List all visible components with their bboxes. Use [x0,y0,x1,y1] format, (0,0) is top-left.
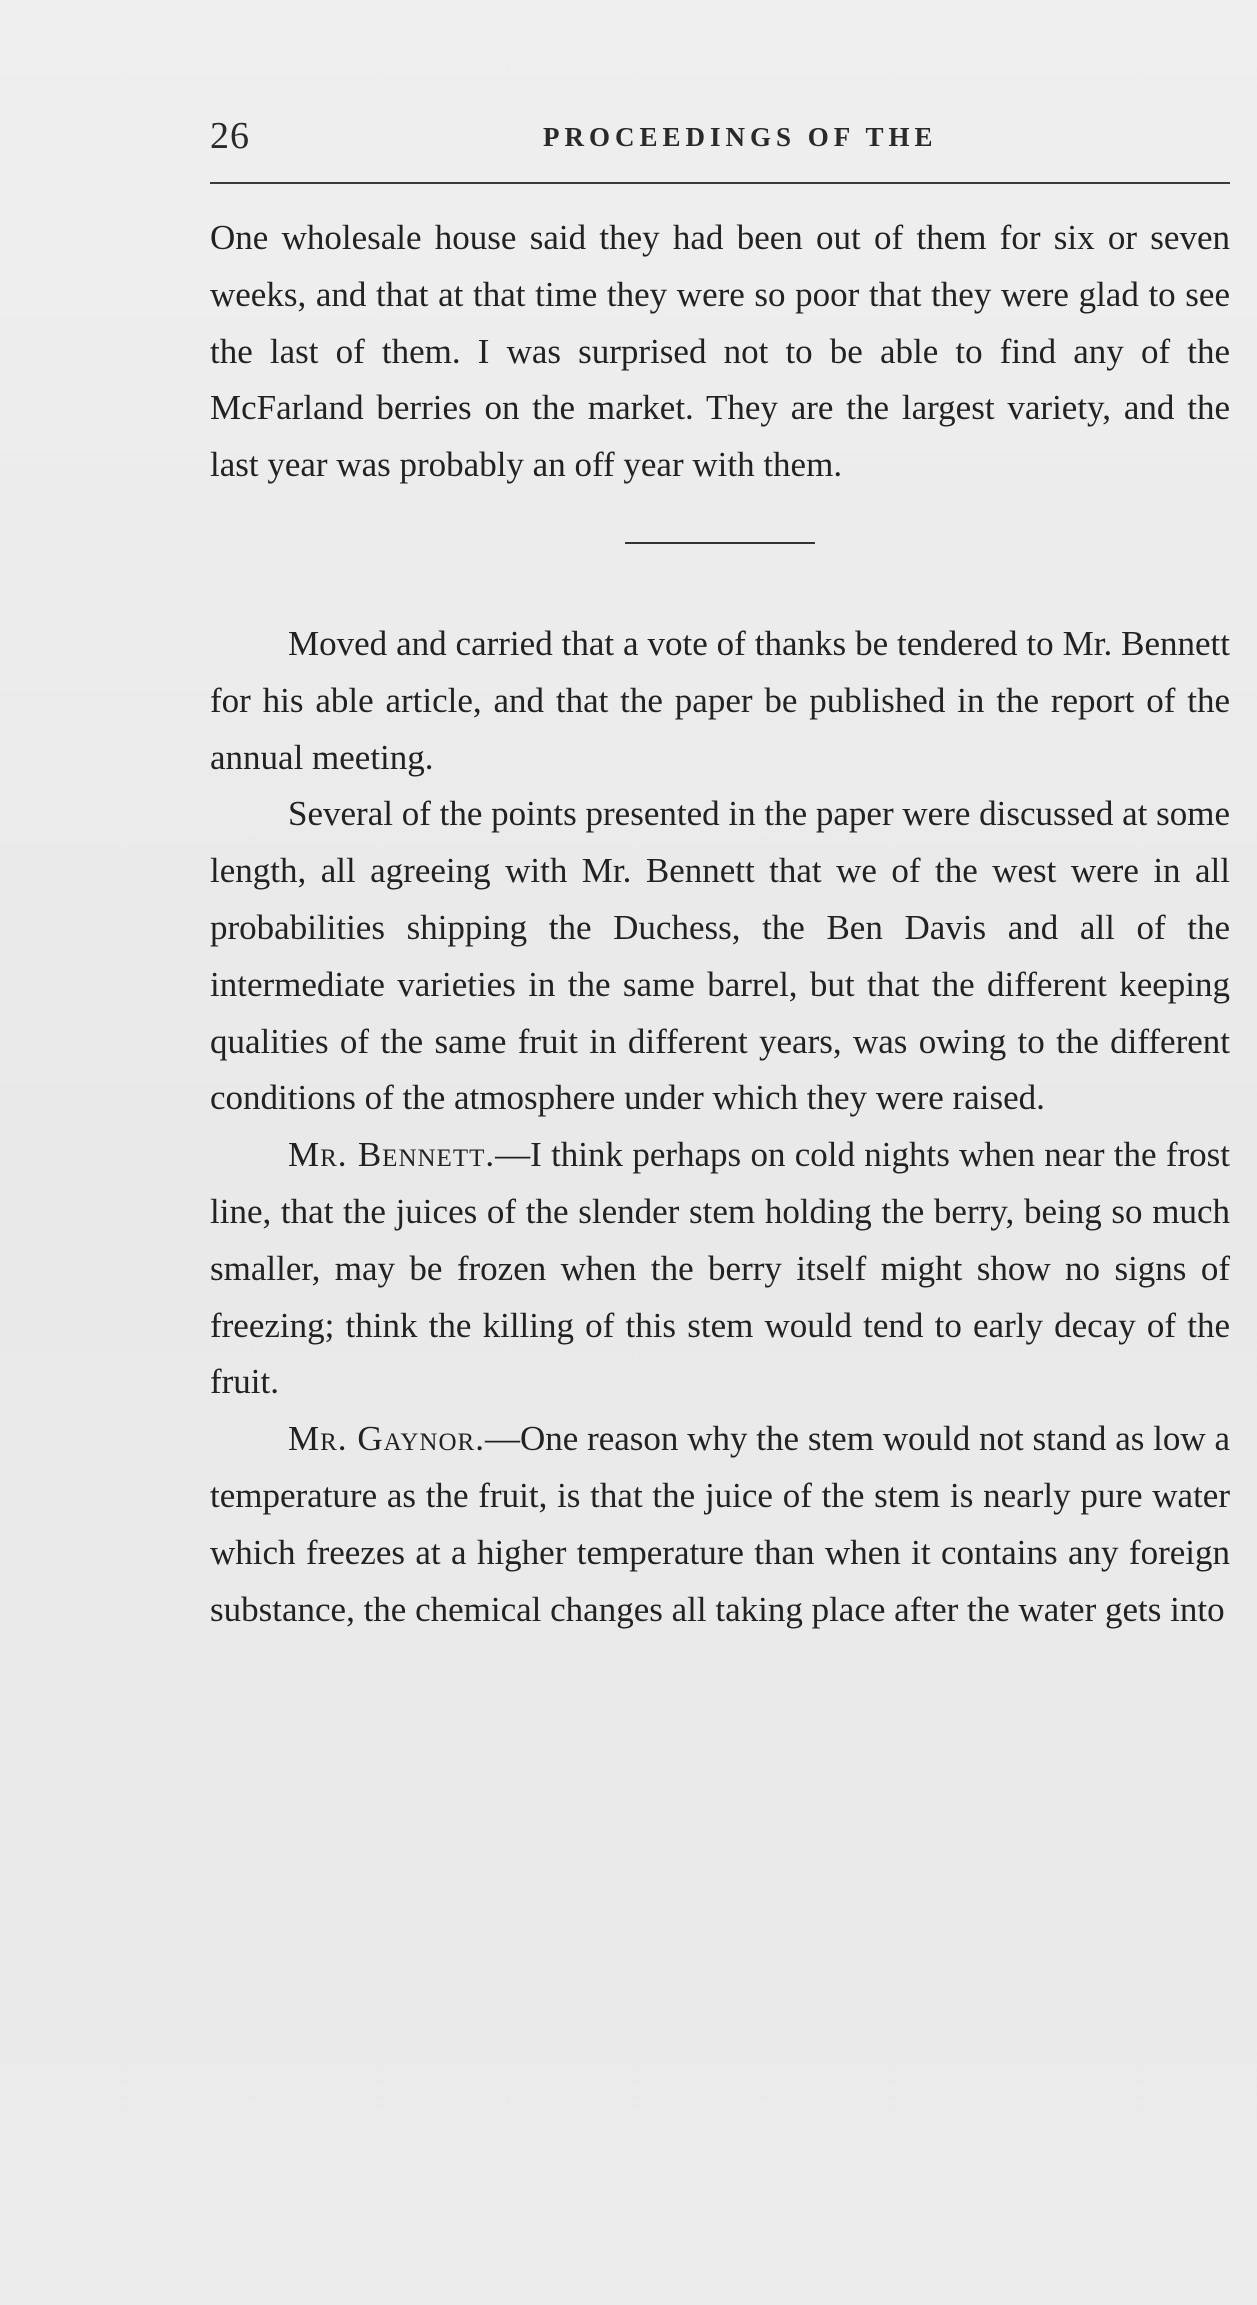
paragraph-gaynor [210,1411,1230,1638]
page-number: 26 [210,115,250,157]
running-head [210,108,1230,168]
paragraph-discussion: Several of the points presented in the paper were discussed at some length, all agreeing with Mr. Bennett that we of the west were in all probabilities shipping the Duchess, the Ben Davis and all of the intermediate varieties in the same barrel, but that the different keeping qualities of the same fruit in different years, was owing to the different conditions of the atmosphere under which they were raised. [210,794,1230,1118]
speaker-name: Mr. Bennett. [288,1135,496,1175]
paragraph-wholesale: One wholesale house said they had been out of them for six or seven weeks, and that at that time they were so poor that they were glad to see the last of them. I was surprised not to be able to find any of the McFarland berries on the market. They are the largest variety, and the last year was probably an off year with them. [210,218,1230,485]
speaker-remark: —One reason why the stem would not stand as low a temperature as the fruit, is that the juice of the stem is nearly pure water which freezes at a higher temperature than when it contains any foreign substance, the chemical changes all taking place after the water gets into [210,1419,1230,1629]
running-title: PROCEEDINGS OF THE [543,122,938,152]
body-text [210,210,1230,1638]
paragraph-bennett [210,1127,1230,1411]
speaker-name: Mr. Gaynor. [288,1419,485,1459]
section-divider [625,542,815,544]
header-rule [210,182,1230,184]
speaker-remark: —I think perhaps on cold nights when near the frost line, that the juices of the slender stem holding the berry, being so much smaller, may be frozen when the berry itself might show no signs of freezing; think the killing of this stem would tend to early decay of the fruit. [210,1135,1230,1402]
paragraph-motion: Moved and carried that a vote of thanks be tendered to Mr. Bennett for his able article, and that the paper be published in the report of the annual meeting. [210,623,1230,777]
